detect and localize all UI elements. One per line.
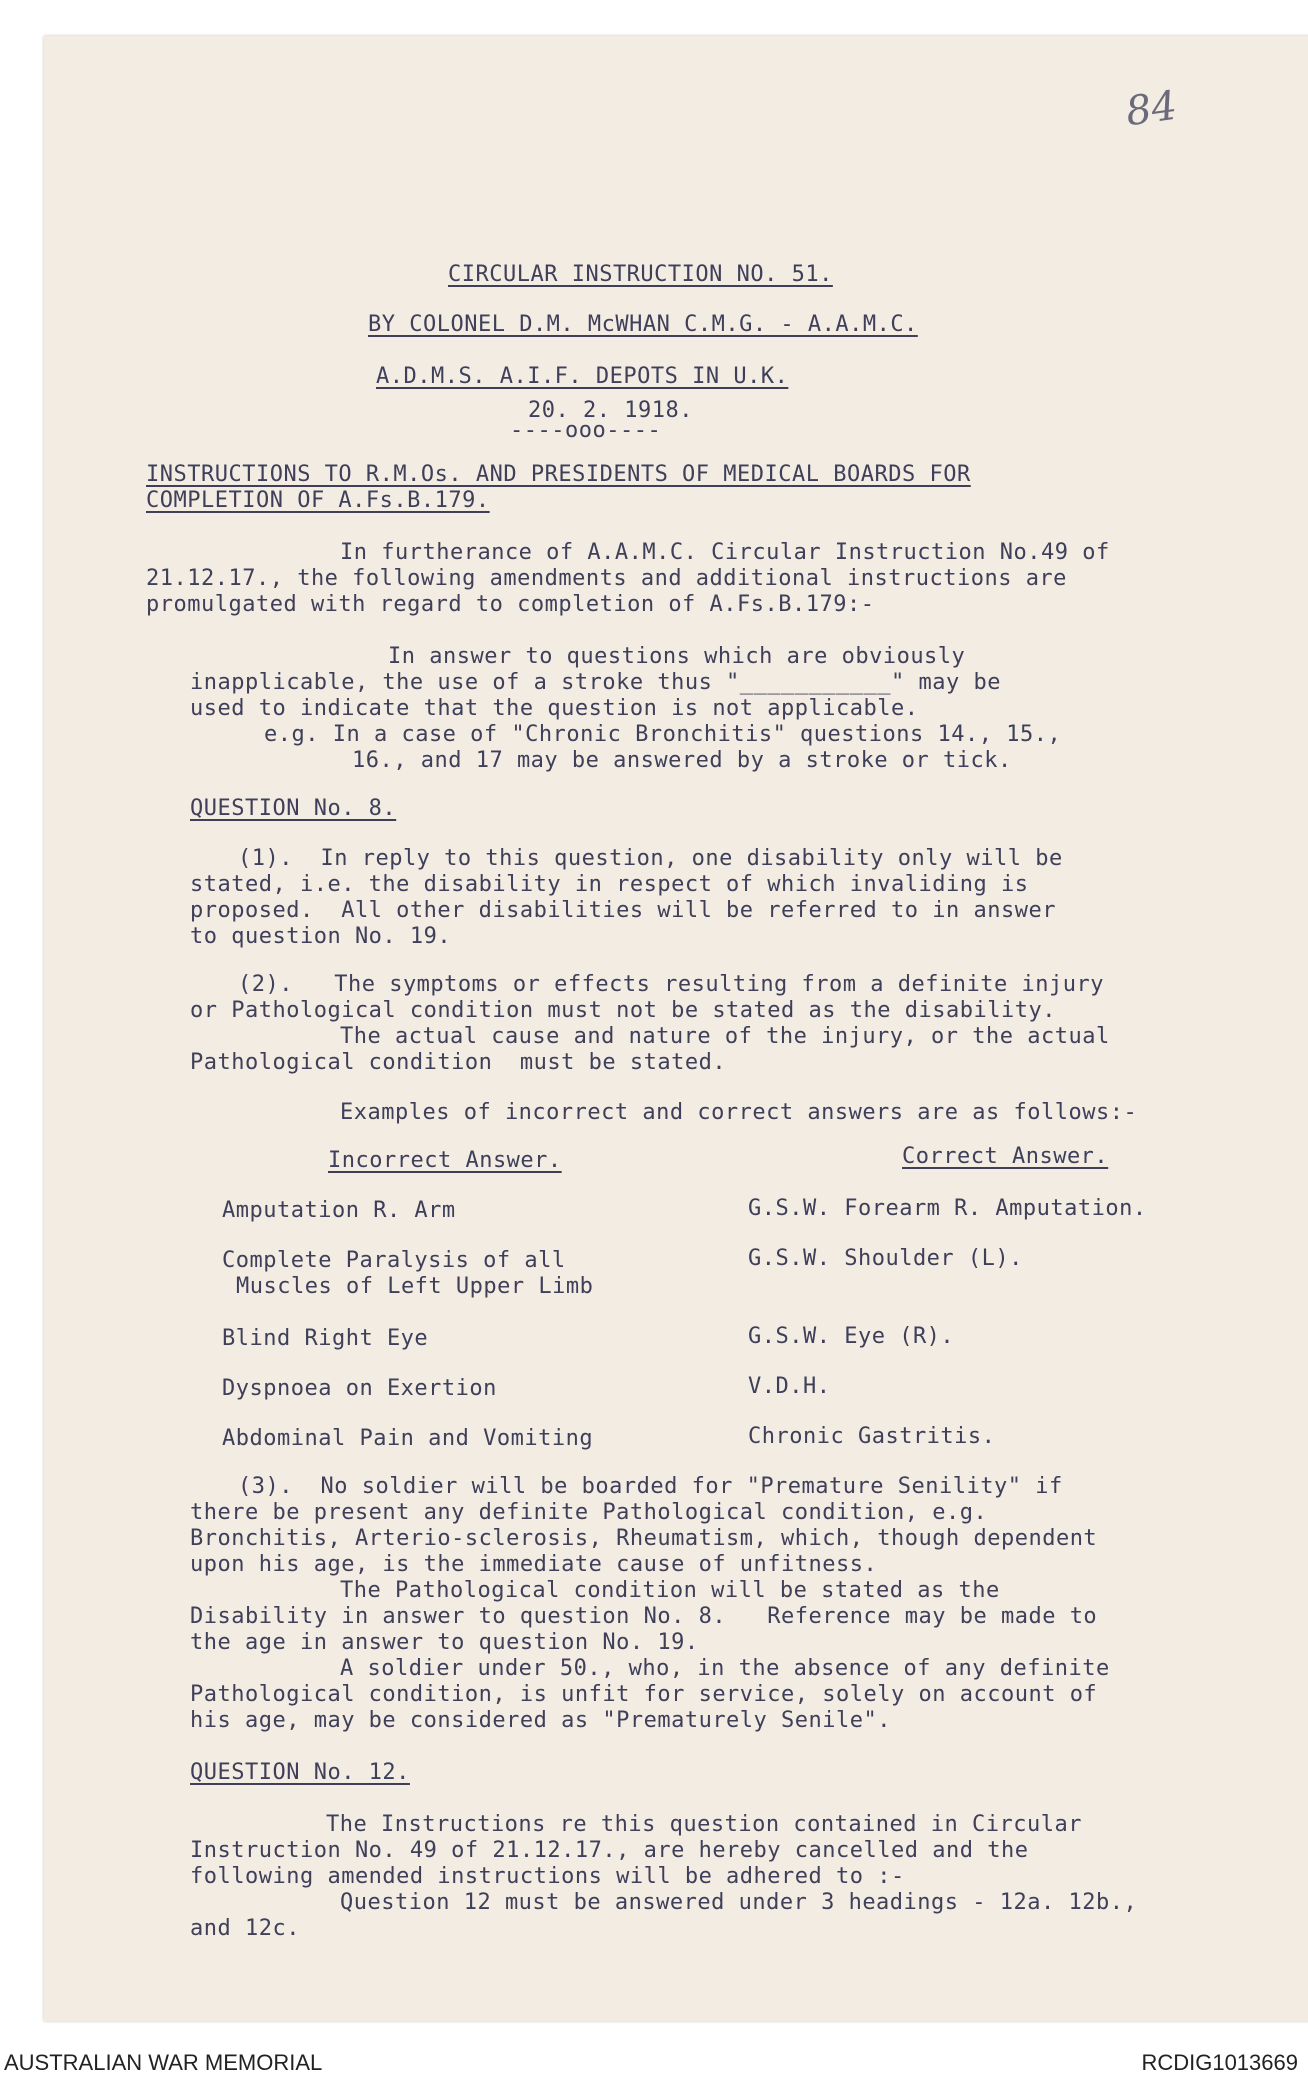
- examples-intro: Examples of incorrect and correct answers are as follows:-: [340, 1100, 1138, 1125]
- column-correct-heading: Correct Answer.: [902, 1144, 1109, 1169]
- intro-line: 21.12.17., the following amendments and additional instructions are: [146, 566, 1067, 591]
- q8-para3-line: Pathological condition, is unfit for service, solely on account of: [190, 1682, 1098, 1707]
- q8-para3-line: Disability in answer to question No. 8. Reference may be made to: [190, 1604, 1098, 1629]
- footer-record-id: RCDIG1013669: [1141, 2050, 1298, 2075]
- incorrect-answer: Blind Right Eye: [222, 1326, 429, 1351]
- correct-answer: V.D.H.: [748, 1374, 831, 1399]
- q8-para1-line: stated, i.e. the disability in respect of which invaliding is: [190, 872, 1029, 897]
- question-12-heading: QUESTION No. 12.: [190, 1760, 410, 1785]
- subject-line-2: COMPLETION OF A.Fs.B.179.: [146, 488, 490, 513]
- q12-line: following amended instructions will be adhered to :-: [190, 1864, 905, 1889]
- stroke-note-line: 16., and 17 may be answered by a stroke or tick.: [352, 748, 1012, 773]
- correct-answer: G.S.W. Shoulder (L).: [748, 1246, 1023, 1271]
- stroke-note-line: e.g. In a case of "Chronic Bronchitis" questions 14., 15.,: [264, 722, 1062, 747]
- office-line: A.D.M.S. A.I.F. DEPOTS IN U.K.: [376, 364, 789, 389]
- q8-para1-line: proposed. All other disabilities will be referred to in answer: [190, 898, 1056, 923]
- stroke-note-line: used to indicate that the question is not applicable.: [190, 696, 919, 721]
- q8-para3-line: (3). No soldier will be boarded for "Premature Senility" if: [238, 1474, 1063, 1499]
- question-8-heading: QUESTION No. 8.: [190, 796, 397, 821]
- q12-line: Question 12 must be answered under 3 headings - 12a. 12b.,: [340, 1890, 1138, 1915]
- q8-para3-line: the age in answer to question No. 19.: [190, 1630, 699, 1655]
- intro-line: promulgated with regard to completion of A.Fs.B.179:-: [146, 592, 875, 617]
- date-line: 20. 2. 1918.: [528, 398, 693, 423]
- divider: ----ooo----: [510, 418, 662, 443]
- q8-para3-line: Bronchitis, Arterio-sclerosis, Rheumatism, which, though dependent: [190, 1526, 1098, 1551]
- incorrect-answer: Dyspnoea on Exertion: [222, 1376, 497, 1401]
- q8-para3-line: there be present any definite Pathological condition, e.g.: [190, 1500, 988, 1525]
- stroke-note-line: In answer to questions which are obviously: [388, 644, 966, 669]
- q8-para3-line: upon his age, is the immediate cause of unfitness.: [190, 1552, 878, 1577]
- q8-para1-line: (1). In reply to this question, one disability only will be: [238, 846, 1063, 871]
- q8-para2-line: Pathological condition must be stated.: [190, 1050, 727, 1075]
- circular-title: CIRCULAR INSTRUCTION NO. 51.: [448, 262, 833, 287]
- q12-line: The Instructions re this question contained in Circular: [326, 1812, 1082, 1837]
- q12-line: Instruction No. 49 of 21.12.17., are hereby cancelled and the: [190, 1838, 1029, 1863]
- q8-para3-line: his age, may be considered as "Prematurely Senile".: [190, 1708, 892, 1733]
- q8-para3-line: The Pathological condition will be stated as the: [340, 1578, 1000, 1603]
- correct-answer: G.S.W. Eye (R).: [748, 1324, 955, 1349]
- incorrect-answer: Amputation R. Arm: [222, 1198, 456, 1223]
- q8-para1-line: to question No. 19.: [190, 924, 452, 949]
- incorrect-answer-continued: Muscles of Left Upper Limb: [236, 1274, 594, 1299]
- incorrect-answer: Abdominal Pain and Vomiting: [222, 1426, 594, 1451]
- handwritten-page-number: 84: [1123, 82, 1180, 136]
- intro-line: In furtherance of A.A.M.C. Circular Instruction No.49 of: [340, 540, 1110, 565]
- footer-source: AUSTRALIAN WAR MEMORIAL: [4, 2050, 323, 2075]
- q8-para2-line: (2). The symptoms or effects resulting from a definite injury: [238, 972, 1104, 997]
- stroke-note-line: inapplicable, the use of a stroke thus "___________" may be: [190, 670, 1001, 695]
- q8-para2-line: or Pathological condition must not be stated as the disability.: [190, 998, 1056, 1023]
- incorrect-answer: Complete Paralysis of all: [222, 1248, 566, 1273]
- correct-answer: Chronic Gastritis.: [748, 1424, 996, 1449]
- by-line: BY COLONEL D.M. McWHAN C.M.G. - A.A.M.C.: [368, 312, 918, 337]
- q8-para2-line: The actual cause and nature of the injury, or the actual: [340, 1024, 1110, 1049]
- subject-line-1: INSTRUCTIONS TO R.M.Os. AND PRESIDENTS OF MEDICAL BOARDS FOR: [146, 462, 971, 487]
- q8-para3-line: A soldier under 50., who, in the absence of any definite: [340, 1656, 1110, 1681]
- correct-answer: G.S.W. Forearm R. Amputation.: [748, 1196, 1147, 1221]
- column-incorrect-heading: Incorrect Answer.: [328, 1148, 562, 1173]
- q12-line: and 12c.: [190, 1916, 300, 1941]
